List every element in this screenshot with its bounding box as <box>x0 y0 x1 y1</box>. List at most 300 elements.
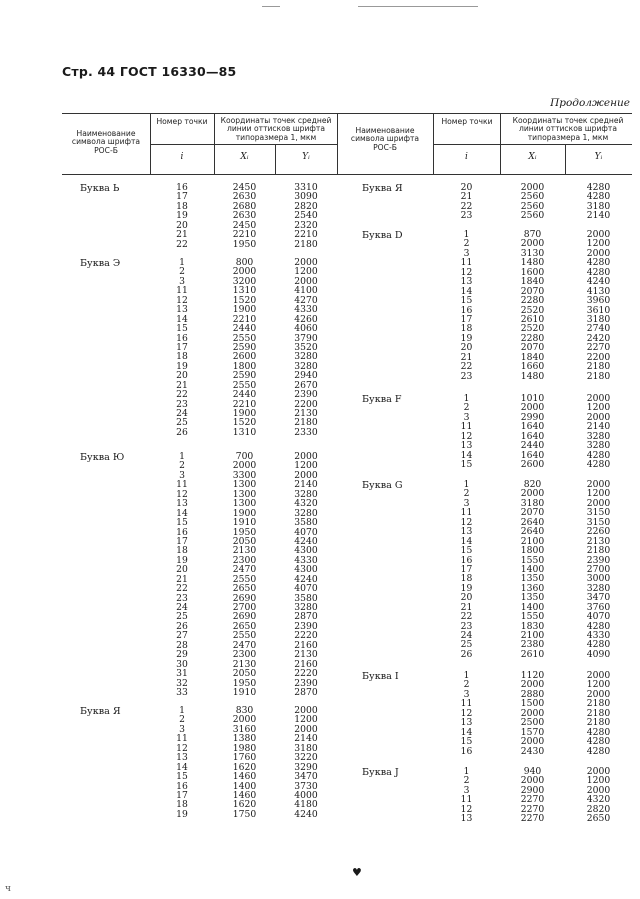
x-coordinate: 2630 <box>232 210 257 222</box>
x-coordinate: 2000 <box>520 679 545 691</box>
x-coordinate: 2430 <box>520 745 545 757</box>
point-number: 17 <box>176 535 188 547</box>
point-number: 16 <box>176 780 188 792</box>
y-coordinate: 4330 <box>294 554 318 566</box>
point-number: 18 <box>176 545 188 557</box>
point-number: 22 <box>460 200 473 212</box>
x-coordinate: 1400 <box>520 601 545 613</box>
point-number: 11 <box>460 698 473 710</box>
y-coordinate: 3220 <box>294 752 318 764</box>
y-coordinate: 4100 <box>294 285 318 297</box>
point-number: 28 <box>176 639 188 651</box>
x-coordinate: 2050 <box>232 535 257 547</box>
x-coordinate: 2590 <box>232 341 257 353</box>
header-name-left: Наименование символа шрифта РОС-Б <box>71 129 141 155</box>
x-coordinate: 2270 <box>520 813 545 825</box>
point-number: 11 <box>460 507 473 519</box>
x-coordinate: 2440 <box>520 440 545 452</box>
x-coordinate: 3130 <box>520 247 545 259</box>
x-coordinate: 1350 <box>520 573 545 585</box>
point-number: 13 <box>176 304 188 316</box>
x-coordinate: 2700 <box>232 602 257 613</box>
point-number: 3 <box>179 275 185 287</box>
continuation-label: Продолжение <box>550 97 630 109</box>
footer-mark: ♥ <box>352 866 362 879</box>
y-coordinate: 2210 <box>294 229 318 241</box>
x-coordinate: 2610 <box>520 648 545 660</box>
x-coordinate: 1660 <box>520 361 545 373</box>
point-number: 32 <box>176 677 188 689</box>
point-number: 3 <box>463 784 470 796</box>
y-coordinate: 4280 <box>586 639 611 651</box>
x-coordinate: 1800 <box>232 360 257 372</box>
corner-mark: ч <box>5 884 11 894</box>
point-number: 19 <box>176 210 188 222</box>
y-coordinate: 2180 <box>294 238 318 250</box>
y-coordinate: 4280 <box>586 736 611 748</box>
x-coordinate: 2130 <box>232 658 257 670</box>
x-coordinate: 2000 <box>520 736 545 748</box>
header-subrule <box>150 144 337 145</box>
point-number: 21 <box>460 601 473 613</box>
x-coordinate: 1570 <box>520 726 545 738</box>
header-x-left: Xᵢ <box>240 152 249 162</box>
y-coordinate: 3280 <box>586 582 611 594</box>
x-coordinate: 2280 <box>520 295 545 307</box>
y-coordinate: 3760 <box>586 601 611 613</box>
y-coordinate: 4240 <box>586 276 611 288</box>
point-number: 1 <box>463 670 470 681</box>
x-coordinate: 2210 <box>232 229 257 241</box>
y-coordinate: 2000 <box>294 451 318 462</box>
symbol-name: Буква I <box>362 671 399 682</box>
y-coordinate: 2140 <box>586 210 611 222</box>
point-number: 20 <box>176 564 188 576</box>
x-coordinate: 1480 <box>520 257 545 269</box>
point-number: 15 <box>176 323 188 335</box>
point-number: 1 <box>179 705 185 716</box>
y-coordinate: 3610 <box>586 304 611 316</box>
y-coordinate: 2260 <box>586 526 611 538</box>
point-number: 23 <box>176 398 188 410</box>
point-number: 11 <box>460 257 473 269</box>
symbol-name: Буква Э <box>80 258 121 269</box>
header-i-left: i <box>180 152 184 162</box>
y-coordinate: 2000 <box>586 497 611 509</box>
point-number: 17 <box>460 563 473 575</box>
x-coordinate: 1360 <box>520 582 545 594</box>
y-coordinate: 2000 <box>294 705 318 716</box>
x-coordinate: 870 <box>523 229 542 240</box>
y-coordinate: 4070 <box>586 611 611 623</box>
y-coordinate: 3280 <box>294 360 318 372</box>
x-coordinate: 1400 <box>232 780 257 792</box>
y-coordinate: 2180 <box>586 370 611 382</box>
x-coordinate: 2300 <box>232 554 257 566</box>
point-number: 22 <box>176 238 188 250</box>
point-number: 11 <box>176 479 188 491</box>
point-number: 19 <box>460 582 473 594</box>
point-number: 14 <box>460 285 473 297</box>
y-coordinate: 1200 <box>586 488 611 500</box>
point-number: 19 <box>176 360 188 372</box>
point-number: 1 <box>463 479 470 490</box>
x-coordinate: 1640 <box>520 430 545 442</box>
y-coordinate: 3180 <box>586 313 611 325</box>
y-coordinate: 1200 <box>294 714 318 726</box>
y-coordinate: 4240 <box>294 535 318 547</box>
point-number: 12 <box>460 803 473 815</box>
x-coordinate: 2070 <box>520 285 545 297</box>
y-coordinate: 3790 <box>294 332 318 344</box>
point-number: 2 <box>179 714 185 726</box>
point-number: 1 <box>179 257 185 268</box>
y-coordinate: 1200 <box>586 402 611 414</box>
point-number: 3 <box>463 497 470 509</box>
point-number: 23 <box>460 210 473 222</box>
header-divider <box>337 113 338 174</box>
y-coordinate: 1200 <box>294 266 318 278</box>
x-coordinate: 2470 <box>232 639 257 651</box>
x-coordinate: 2100 <box>520 535 545 547</box>
x-coordinate: 1520 <box>232 417 257 429</box>
point-number: 1 <box>463 766 470 777</box>
y-coordinate: 2700 <box>586 563 611 575</box>
point-number: 18 <box>460 573 473 585</box>
header-i-right: i <box>465 152 468 162</box>
y-coordinate: 2200 <box>586 351 611 363</box>
y-coordinate: 2650 <box>586 813 611 825</box>
y-coordinate: 3310 <box>294 182 318 193</box>
point-number: 17 <box>460 313 473 325</box>
x-coordinate: 2600 <box>520 459 545 471</box>
x-coordinate: 2210 <box>232 313 257 325</box>
y-coordinate: 4060 <box>294 323 318 335</box>
point-number: 22 <box>460 361 473 373</box>
y-coordinate: 3580 <box>294 592 318 604</box>
x-coordinate: 1300 <box>232 488 257 500</box>
x-coordinate: 2560 <box>520 191 545 203</box>
x-coordinate: 2600 <box>232 351 257 363</box>
header-coords-left: Координаты точек средней линии оттисков шрифта типоразмера 1, мкм <box>220 116 332 142</box>
y-coordinate: 4070 <box>294 583 318 595</box>
point-number: 12 <box>460 430 473 442</box>
y-coordinate: 2740 <box>586 323 611 335</box>
y-coordinate: 2180 <box>294 417 318 429</box>
x-coordinate: 1950 <box>232 526 257 538</box>
x-coordinate: 2270 <box>520 794 545 806</box>
point-number: 21 <box>176 229 188 241</box>
y-coordinate: 3730 <box>294 780 318 792</box>
y-coordinate: 2670 <box>294 379 318 391</box>
x-coordinate: 2640 <box>520 516 545 528</box>
x-coordinate: 2000 <box>232 266 257 278</box>
y-coordinate: 2130 <box>294 649 318 661</box>
y-coordinate: 3150 <box>586 516 611 528</box>
y-coordinate: 4240 <box>294 808 318 820</box>
x-coordinate: 1300 <box>232 479 257 491</box>
x-coordinate: 3180 <box>520 497 545 509</box>
x-coordinate: 1460 <box>232 771 257 783</box>
point-number: 2 <box>179 266 185 278</box>
x-coordinate: 2000 <box>520 182 545 193</box>
x-coordinate: 2550 <box>232 332 257 344</box>
point-number: 2 <box>463 679 470 691</box>
point-number: 13 <box>176 752 188 764</box>
y-coordinate: 2160 <box>294 639 318 651</box>
y-coordinate: 2820 <box>586 803 611 815</box>
y-coordinate: 2000 <box>586 247 611 259</box>
x-coordinate: 2450 <box>232 182 257 193</box>
y-coordinate: 4070 <box>294 526 318 538</box>
y-coordinate: 2870 <box>294 611 318 623</box>
header-subrule <box>433 144 632 145</box>
point-number: 15 <box>460 545 473 557</box>
y-coordinate: 2220 <box>294 668 318 680</box>
y-coordinate: 3180 <box>294 742 318 754</box>
y-coordinate: 3580 <box>294 517 318 529</box>
y-coordinate: 2270 <box>586 342 611 354</box>
table-header-bottom-rule <box>62 174 632 175</box>
x-coordinate: 940 <box>523 766 542 777</box>
x-coordinate: 2000 <box>520 402 545 414</box>
x-coordinate: 1500 <box>520 698 545 710</box>
point-number: 11 <box>460 794 473 806</box>
x-coordinate: 2550 <box>232 573 257 585</box>
x-coordinate: 2210 <box>232 398 257 410</box>
y-coordinate: 4270 <box>294 294 318 306</box>
y-coordinate: 2130 <box>294 408 318 419</box>
point-number: 21 <box>460 191 473 203</box>
page-header: Стр. 44 ГОСТ 16330—85 <box>62 64 237 79</box>
point-number: 12 <box>460 516 473 528</box>
x-coordinate: 2520 <box>520 304 545 316</box>
y-coordinate: 2000 <box>294 723 318 735</box>
y-coordinate: 4280 <box>586 191 611 203</box>
y-coordinate: 2140 <box>586 421 611 433</box>
y-coordinate: 4090 <box>586 648 611 660</box>
point-number: 24 <box>460 630 473 641</box>
point-number: 22 <box>460 611 473 623</box>
x-coordinate: 1350 <box>520 592 545 604</box>
scan-artifact-line <box>262 6 280 7</box>
point-number: 12 <box>460 707 473 719</box>
header-number-right: Номер точки <box>441 117 493 126</box>
x-coordinate: 2880 <box>520 688 545 700</box>
y-coordinate: 3520 <box>294 341 318 353</box>
x-coordinate: 1640 <box>520 449 545 461</box>
x-coordinate: 2450 <box>232 219 257 231</box>
y-coordinate: 2000 <box>294 275 318 287</box>
point-number: 16 <box>460 304 473 316</box>
y-coordinate: 4320 <box>294 498 318 510</box>
y-coordinate: 2180 <box>586 361 611 373</box>
y-coordinate: 3280 <box>294 602 318 613</box>
point-number: 13 <box>460 526 473 538</box>
x-coordinate: 1620 <box>232 799 257 811</box>
x-coordinate: 2440 <box>232 389 257 401</box>
symbol-name: Буква Ю <box>80 452 125 463</box>
x-coordinate: 1760 <box>232 752 257 764</box>
point-number: 13 <box>460 717 473 729</box>
x-coordinate: 1400 <box>520 563 545 575</box>
point-number: 13 <box>460 813 473 825</box>
x-coordinate: 1620 <box>232 761 257 773</box>
point-number: 22 <box>176 389 188 401</box>
y-coordinate: 2000 <box>586 784 611 796</box>
point-number: 26 <box>176 620 188 632</box>
point-number: 17 <box>176 191 188 203</box>
point-number: 13 <box>460 440 473 452</box>
y-coordinate: 2000 <box>586 688 611 700</box>
x-coordinate: 2520 <box>520 323 545 335</box>
point-number: 11 <box>460 421 473 433</box>
y-coordinate: 4320 <box>586 794 611 806</box>
header-y-right: Yᵢ <box>594 152 603 162</box>
y-coordinate: 4280 <box>586 459 611 471</box>
x-coordinate: 2440 <box>232 323 257 335</box>
x-coordinate: 2630 <box>232 191 257 203</box>
point-number: 23 <box>460 370 473 382</box>
x-coordinate: 1950 <box>232 238 257 250</box>
point-number: 11 <box>176 285 188 297</box>
point-number: 2 <box>463 775 470 787</box>
x-coordinate: 1950 <box>232 677 257 689</box>
x-coordinate: 3200 <box>232 275 257 287</box>
y-coordinate: 2000 <box>586 393 611 404</box>
point-number: 16 <box>460 554 473 566</box>
y-coordinate: 4330 <box>294 304 318 316</box>
y-coordinate: 3960 <box>586 295 611 307</box>
y-coordinate: 2000 <box>294 257 318 268</box>
point-number: 16 <box>176 526 188 538</box>
point-number: 16 <box>176 182 188 193</box>
x-coordinate: 2000 <box>520 238 545 250</box>
point-number: 13 <box>176 498 188 510</box>
point-number: 21 <box>460 351 473 363</box>
y-coordinate: 2390 <box>586 554 611 566</box>
x-coordinate: 2000 <box>232 460 257 472</box>
point-number: 13 <box>460 276 473 288</box>
symbol-name: Буква D <box>362 230 403 241</box>
y-coordinate: 4280 <box>586 257 611 269</box>
y-coordinate: 2000 <box>586 670 611 681</box>
x-coordinate: 800 <box>235 257 254 268</box>
x-coordinate: 1550 <box>520 554 545 566</box>
point-number: 3 <box>463 411 470 423</box>
y-coordinate: 4280 <box>586 726 611 738</box>
y-coordinate: 4280 <box>586 266 611 278</box>
x-coordinate: 2690 <box>232 592 257 604</box>
x-coordinate: 2690 <box>232 611 257 623</box>
y-coordinate: 4280 <box>586 620 611 632</box>
point-number: 14 <box>460 535 473 547</box>
y-coordinate: 2180 <box>586 707 611 719</box>
x-coordinate: 700 <box>235 451 254 462</box>
x-coordinate: 2000 <box>520 488 545 500</box>
x-coordinate: 2560 <box>520 210 545 222</box>
symbol-name: Буква F <box>362 394 402 405</box>
x-coordinate: 1300 <box>232 498 257 510</box>
x-coordinate: 1460 <box>232 789 257 801</box>
x-coordinate: 2990 <box>520 411 545 423</box>
y-coordinate: 2000 <box>586 766 611 777</box>
y-coordinate: 4330 <box>586 630 611 641</box>
point-number: 23 <box>460 620 473 632</box>
point-number: 3 <box>179 723 185 735</box>
y-coordinate: 2140 <box>294 479 318 491</box>
y-coordinate: 2000 <box>586 411 611 423</box>
point-number: 18 <box>176 351 188 363</box>
point-number: 14 <box>460 449 473 461</box>
x-coordinate: 1840 <box>520 351 545 363</box>
x-coordinate: 1830 <box>520 620 545 632</box>
x-coordinate: 1640 <box>520 421 545 433</box>
y-coordinate: 3280 <box>294 351 318 363</box>
y-coordinate: 4300 <box>294 545 318 557</box>
point-number: 29 <box>176 649 188 661</box>
x-coordinate: 2380 <box>520 639 545 651</box>
y-coordinate: 3280 <box>294 488 318 500</box>
y-coordinate: 2220 <box>294 630 318 642</box>
x-coordinate: 2500 <box>520 717 545 729</box>
point-number: 2 <box>463 402 470 414</box>
x-coordinate: 2900 <box>520 784 545 796</box>
point-number: 14 <box>460 726 473 738</box>
y-coordinate: 3280 <box>586 440 611 452</box>
point-number: 12 <box>176 742 188 754</box>
x-coordinate: 1910 <box>232 517 257 529</box>
header-y-left: Yᵢ <box>302 152 310 162</box>
y-coordinate: 4180 <box>294 799 318 811</box>
point-number: 16 <box>460 745 473 757</box>
y-coordinate: 2420 <box>586 332 611 344</box>
point-number: 19 <box>460 332 473 344</box>
point-number: 18 <box>176 799 188 811</box>
point-number: 31 <box>176 668 188 680</box>
point-number: 24 <box>176 408 188 419</box>
x-coordinate: 1800 <box>520 545 545 557</box>
point-number: 18 <box>460 323 473 335</box>
point-number: 25 <box>176 611 188 623</box>
point-number: 21 <box>176 573 188 585</box>
y-coordinate: 2940 <box>294 370 318 382</box>
point-number: 25 <box>176 417 188 429</box>
point-number: 16 <box>176 332 188 344</box>
x-coordinate: 1310 <box>232 285 257 297</box>
scan-artifact-line <box>358 6 478 7</box>
x-coordinate: 3160 <box>232 723 257 735</box>
x-coordinate: 1380 <box>232 733 257 745</box>
point-number: 1 <box>179 451 185 462</box>
y-coordinate: 2200 <box>294 398 318 410</box>
point-number: 25 <box>460 639 473 651</box>
y-coordinate: 3090 <box>294 191 318 203</box>
point-number: 3 <box>463 247 470 259</box>
x-coordinate: 2650 <box>232 583 257 595</box>
point-number: 12 <box>176 294 188 306</box>
point-number: 15 <box>460 295 473 307</box>
y-coordinate: 4280 <box>586 449 611 461</box>
point-number: 14 <box>176 507 188 519</box>
x-coordinate: 2560 <box>520 200 545 212</box>
y-coordinate: 2180 <box>586 698 611 710</box>
point-number: 11 <box>176 733 188 745</box>
y-coordinate: 4260 <box>294 313 318 325</box>
point-number: 20 <box>176 219 188 231</box>
point-number: 20 <box>460 342 473 354</box>
y-coordinate: 4280 <box>586 745 611 757</box>
